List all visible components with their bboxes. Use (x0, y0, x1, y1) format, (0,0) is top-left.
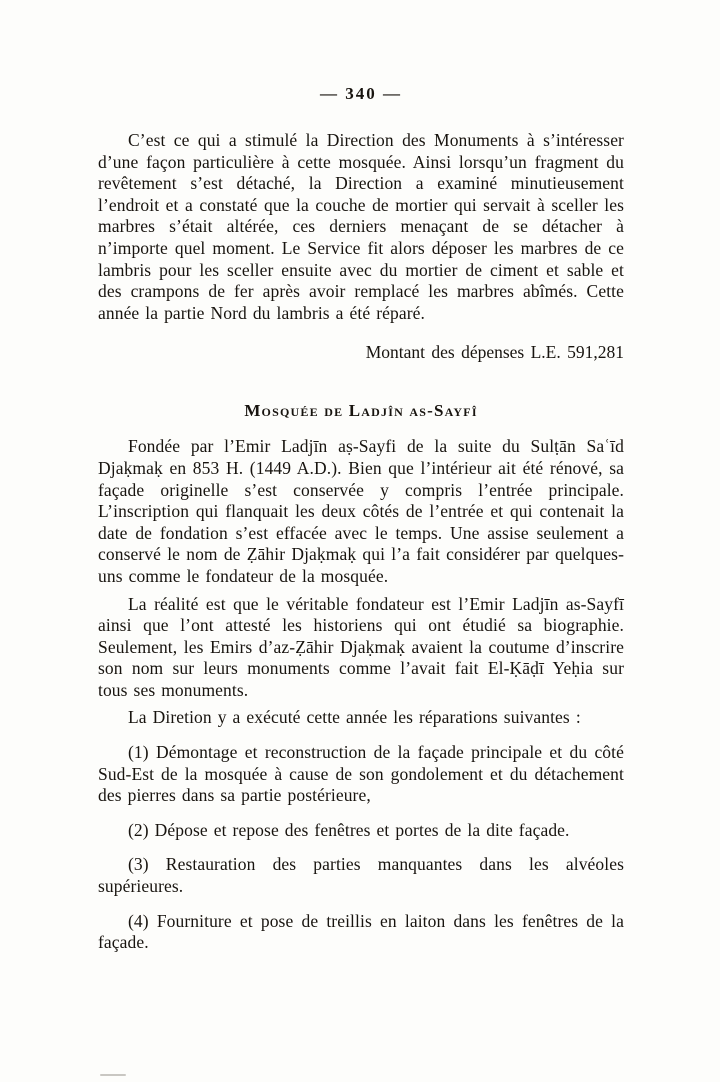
list-item-1: (1) Démontage et reconstruction de la façade principale et du côté Sud-Est de la mosquée à cause de son gondolement et du détachement des pierres dans sa partie postérieure, (98, 742, 624, 806)
repairs-list (98, 742, 624, 954)
list-item-2: (2) Dépose et repose des fenêtres et portes de la dite façade. (128, 819, 570, 840)
expense-total-line: Montant des dépenses L.E. 591,281 (365, 342, 624, 363)
list-item-3: (3) Restauration des parties manquantes dans les alvéoles supérieures. (98, 854, 624, 897)
section-heading: Mosquée de Ladjîn as-Sayfî (244, 401, 478, 421)
book-page (98, 84, 624, 954)
paragraph-repairs-intro: La Diretion y a exécuté cette année les réparations suivantes : (128, 707, 581, 728)
page-number: — 340 — (320, 84, 402, 103)
scan-artifact-page-edge (100, 1074, 126, 1076)
paragraph-founding: Fondée par l’Emir Ladjīn aṣ-Sayfi de la suite du Sulṭān Saʿīd Djaḳmaḳ en 853 H. (1449 A.D.). Bien que l’intérieur ait été rénové, sa façade originelle s’est conservée y compris l’entrée principale. L’inscription qui flanquait les deux côtés de l’entrée et qui contenait la date de fondation s’est effacée avec le temps. Une assise seulement a conservé le nom de Ẓāhir Djaḳmaḳ qui l’a fait considérer par quelques-uns comme le fondateur de la mosquée. (98, 436, 624, 586)
paragraph-true-founder: La réalité est que le véritable fondateur est l’Emir Ladjīn as-Sayfī ainsi que l’ont attesté les historiens qui ont étudié sa biographie. Seulement, les Emirs d’az-Ẓāhir Djaḳmaḳ avaient la coutume d’inscrire son nom sur leurs monuments comme l’avait fait El-Ḳāḍī Yeḥia sur tous ses monuments. (98, 593, 624, 700)
list-item-4: (4) Fourniture et pose de treillis en laiton dans les fenêtres de la façade. (98, 910, 624, 953)
paragraph-marble-restoration: C’est ce qui a stimulé la Direction des Monuments à s’intéresser d’une façon particulière à cette mosquée. Ainsi lorsqu’un fragment du revêtement s’est détaché, la Direction a examiné minutieusement l’endroit et a constaté que la couche de mortier qui servait à sceller les marbres s’était altérée, ces derniers menaçant de se détacher à n’importe quel moment. Le Service fit alors déposer les marbres de ce lambris pour les sceller ensuite avec du mortier de ciment et sable et des crampons de fer après avoir remplacé les marbres abîmés. Cette année la partie Nord du lambris a été réparé. (98, 130, 624, 323)
